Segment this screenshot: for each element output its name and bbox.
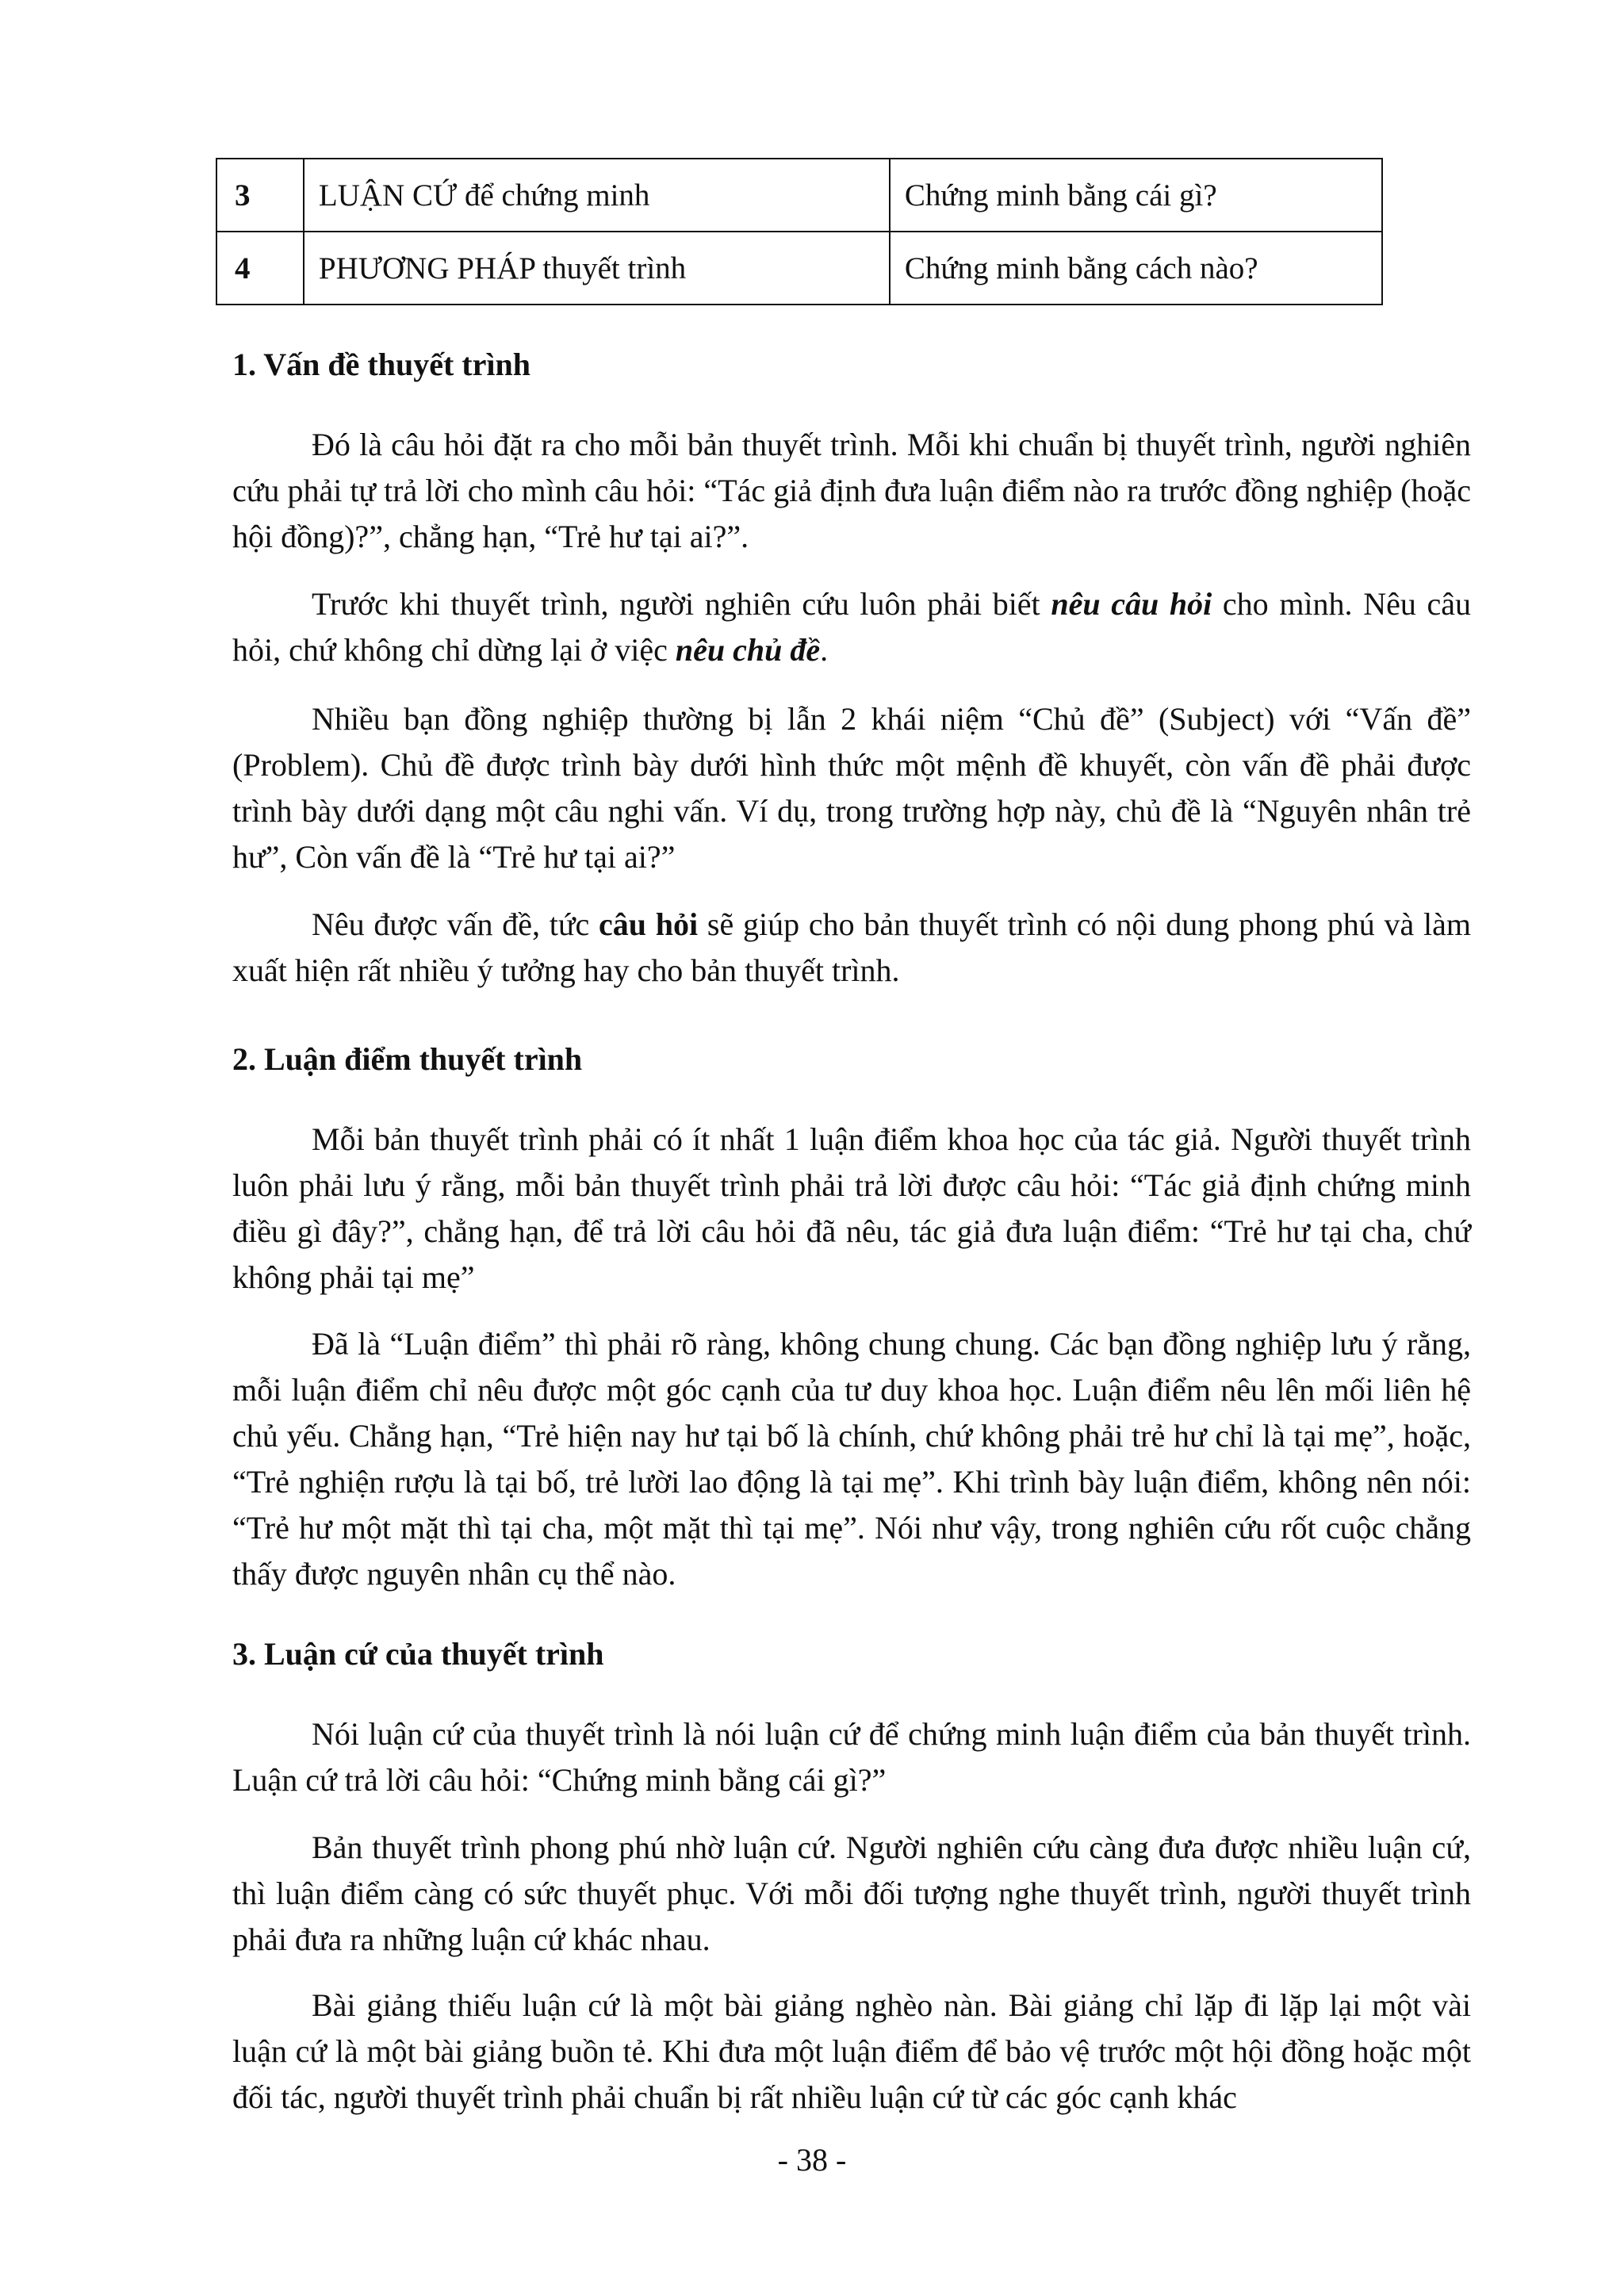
section-2-paragraph-2: Đã là “Luận điểm” thì phải rõ ràng, không chung chung. Các bạn đồng nghiệp lưu ý rằng, mỗi luận điểm chỉ nêu được một góc cạnh của tư duy khoa học. Luận điểm nêu lên mối liên hệ chủ yếu. Chẳng hạn, “Trẻ hiện nay hư tại bố là chính, chứ không phải trẻ hư chỉ là tại mẹ”, hoặc, “Trẻ nghiện rượu là tại bố, trẻ lười lao động là tại mẹ”. Khi trình bày luận điểm, không nên nói: “Trẻ hư một mặt thì tại cha, một mặt thì tại mẹ”. Nói như vậy, trong nghiên cứu rốt cuộc chẳng thấy được nguyên nhân cụ thể nào.	[232, 1326, 1471, 1592]
row-number: 4	[216, 232, 304, 305]
emphasis-text: nêu câu hỏi	[1051, 586, 1212, 622]
table-row	[216, 159, 1382, 232]
section-1-paragraph-1: Đó là câu hỏi đặt ra cho mỗi bản thuyết trình. Mỗi khi chuẩn bị thuyết trình, người nghiên cứu phải tự trả lời cho mình câu hỏi: “Tác giả định đưa luận điểm nào ra trước đồng nghiệp (hoặc hội đồng)?”, chẳng hạn, “Trẻ hư tại ai?”.	[232, 427, 1471, 554]
section-3-paragraph-1: Nói luận cứ của thuyết trình là nói luận cứ để chứng minh luận điểm của bản thuyết trình. Luận cứ trả lời câu hỏi: “Chứng minh bằng cái gì?”	[232, 1716, 1471, 1798]
section-3-paragraph-2: Bản thuyết trình phong phú nhờ luận cứ. Người nghiên cứu càng đưa được nhiều luận cứ, thì luận điểm càng có sức thuyết phục. Với mỗi đối tượng nghe thuyết trình, người thuyết trình phải đưa ra những luận cứ khác nhau.	[232, 1829, 1471, 1957]
section-1-paragraph-3: Nhiều bạn đồng nghiệp thường bị lẫn 2 khái niệm “Chủ đề” (Subject) với “Vấn đề” (Problem). Chủ đề được trình bày dưới hình thức một mệnh đề khuyết, còn vấn đề phải được trình bày dưới dạng một câu nghi vấn. Ví dụ, trong trường hợp này, chủ đề là “Nguyên nhân trẻ hư”, Còn vấn đề là “Trẻ hư tại ai?”	[232, 701, 1471, 875]
page-number: - 38 -	[777, 2142, 847, 2178]
presentation-structure-table	[216, 158, 1383, 305]
text-run: Nêu được vấn đề, tức	[312, 906, 599, 942]
emphasis-text: nêu chủ đề	[675, 632, 821, 668]
section-2-heading: 2. Luận điểm thuyết trình	[232, 1041, 583, 1077]
text-run: sẽ giúp cho bản thuyết trình có nội dung phong phú và làm xuất hiện rất nhiều ý tưởng hay cho bản thuyết trình.	[232, 906, 1472, 988]
row-number: 3	[216, 159, 304, 232]
text-run: cho mình. Nêu câu hỏi, chứ không chỉ dừng lại ở việc	[232, 586, 1471, 668]
section-1-paragraph-2	[232, 581, 1471, 673]
section-3-heading: 3. Luận cứ của thuyết trình	[232, 1636, 604, 1672]
section-2-paragraph-1: Mỗi bản thuyết trình phải có ít nhất 1 luận điểm khoa học của tác giả. Người thuyết trình luôn phải lưu ý rằng, mỗi bản thuyết trình phải trả lời được câu hỏi: “Tác giả định chứng minh điều gì đây?”, chẳng hạn, để trả lời câu hỏi đã nêu, tác giả đưa luận điểm: “Trẻ hư tại cha, chứ không phải tại mẹ”	[232, 1121, 1471, 1295]
text-run: .	[820, 632, 829, 668]
text-run: Trước khi thuyết trình, người nghiên cứu luôn phải biết	[312, 586, 1051, 622]
emphasis-text: câu hỏi	[599, 906, 699, 942]
section-1-heading: 1. Vấn đề thuyết trình	[232, 347, 530, 382]
section-1-paragraph-4	[232, 902, 1471, 994]
row-item: LUẬN CỨ để chứng minh	[304, 159, 890, 232]
row-question: Chứng minh bằng cái gì?	[890, 159, 1382, 232]
section-3-paragraph-3: Bài giảng thiếu luận cứ là một bài giảng nghèo nàn. Bài giảng chỉ lặp đi lặp lại một vài luận cứ là một bài giảng buồn tẻ. Khi đưa một luận điểm để bảo vệ trước một hội đồng hoặc một đối tác, người thuyết trình phải chuẩn bị rất nhiều luận cứ từ các góc cạnh khác	[232, 1987, 1471, 2115]
row-question: Chứng minh bằng cách nào?	[890, 232, 1382, 305]
table-row	[216, 232, 1382, 305]
row-item: PHƯƠNG PHÁP thuyết trình	[304, 232, 890, 305]
